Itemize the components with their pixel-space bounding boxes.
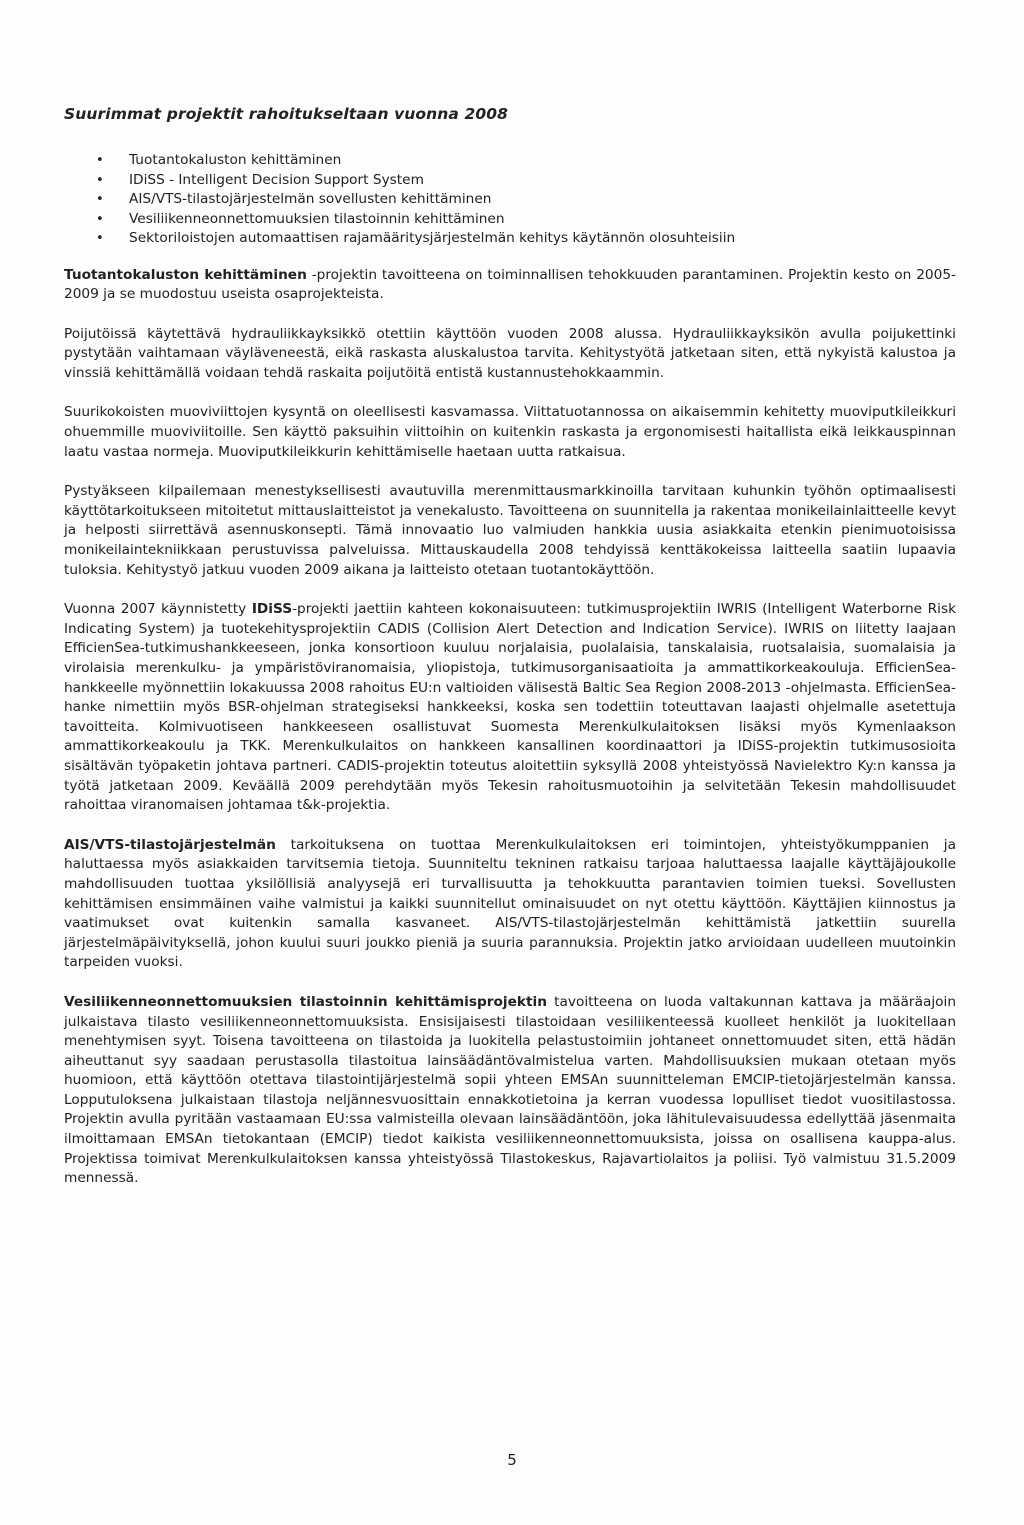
paragraph-tuotantokalusto: [64, 266, 956, 305]
paragraph-bold-lead: Tuotantokaluston kehittäminen: [64, 266, 307, 283]
paragraph-text: -projektin tavoitteena on toiminnallisen tehokkuuden parantaminen. Projektin kesto on 2005-2009 ja se muodostuu useista osaprojekteista.: [64, 266, 956, 303]
page-number: 5: [507, 1451, 517, 1469]
list-item: • Tuotantokaluston kehittäminen: [64, 151, 956, 171]
paragraph-text: Vuonna 2007 käynnistetty: [64, 601, 252, 618]
paragraph-bold-lead: Vesiliikenneonnettomuuksien tilastoinnin kehittämisprojektin: [64, 993, 547, 1010]
page-content: [64, 104, 956, 1189]
paragraph-muoviviitat: Suurikokoisten muoviviittojen kysyntä on oleellisesti kasvamassa. Viittatuotannossa on aikaisemmin kehitetty muoviputkileikkuri ohuemmille muoviviitoille. Sen käyttö paksuihin viittoihin on kuitenkin raskasta ja ergonomisesti haitallista eikä leikkauspinnan laatu vastaa normeja. Muoviputkileikkurin kehittämiselle haetaan uutta ratkaisua.: [64, 404, 956, 460]
paragraph-text: tavoitteena on luoda valtakunnan kattava ja määräajoin julkaistava tilasto vesiliikenneonnettomuuksista. Ensisijaisesti tilastoidaan vesiliikenteessä kuolleet henkilöt ja luokitellaan menehtymisen syyt. Toisena tavoitteena on tilastoida ja luokitella pelastustoimiin johtaneet onnettomuudet siten, että hädän aiheuttanut syy saadaan perustasolla tilastoitua lainsäädäntövalmistelua varten. Mahdollisuuksien mukaan otetaan myös huomioon, että käyttöön otettava tilastointijärjestelmä sopii yhteen EMSAn suunnitteleman EMCIP-tietojärjestelmän kanssa. Lopputuloksena julkaistaan tilastoja neljännesvuosittain ennakkotietoina ja kerran vuodessa lopulliset tiedot vuositilastossa. Projektin avulla pyritään vastaamaan EU:ssa valmisteilla olevaan lainsäädäntöön, joka lähitulevaisuudessa edellyttää jäsenmaita ilmoittamaan EMSAn tietokantaan (EMCIP) tiedot kaikista vesiliikenneonnettomuuksista, joissa on osallisena kauppa-alus. Projektissa toimivat Merenkulkulaitoksen kanssa yhteistyössä Tilastokeskus, Rajavartiolaitos ja poliisi. Työ valmistuu 31.5.2009 mennessä.: [64, 993, 956, 1187]
paragraph-text: -projekti jaettiin kahteen kokonaisuuteen: tutkimusprojektiin IWRIS (Intelligent Waterborne Risk Indicating System) ja tuotekehitysprojektiin CADIS (Collision Alert Detection and Indication Service). IWRIS on liitetty laajaan EfficienSea-tutkimushankkeeseen, jonka konsortioon kuuluu norjalaisia, puolalaisia, tanskalaisia, ruotsalaisia, suomalaisia ja virolaisia merenkulku- ja ympäristöviranomaisia, yliopistoja, tutkimusorganisaatioita ja ammattikorkeakouluja. EfficienSea-hankkeelle myönnettiin lokakuussa 2008 rahoitus EU:n valtioiden välisestä Baltic Sea Region 2008-2013 -ohjelmasta. EfficienSea-hanke nimettiin myös BSR-ohjelman strategiseksi hankkeeksi, koska sen todettiin toteuttavan laajasti ohjelmalle asetettuja tavoitteita. Kolmivuotiseen hankkeeseen osallistuvat Suomesta Merenkulkulaitoksen lisäksi myös Kymenlaakson ammattikorkeakoulu ja TKK. Merenkulkulaitos on hankkeen kansallinen koordinaattori ja IDiSS-projektin tutkimusosioita sisältävän työpaketin johtava partneri. CADIS-projektin toteutus aloitettiin syksyllä 2008 yhteistyössä Navielektro Ky:n kanssa ja työtä jatketaan 2009. Keväällä 2009 perehdytään myös Tekesin rahoitusmuotoihin ja selvitetään Tekesin mahdollisuudet rahoittaa viranomaisen johtamaa t&k-projektia.: [64, 601, 956, 814]
paragraph-idiss: [64, 600, 956, 816]
paragraph-ais-vts: [64, 836, 956, 973]
section-heading: Suurimmat projektit rahoitukseltaan vuonna 2008: [64, 105, 509, 123]
project-list: [64, 151, 956, 249]
list-item: • Vesiliikenneonnettomuuksien tilastoinnin kehittäminen: [64, 210, 956, 230]
paragraph-bold-term: IDiSS: [251, 601, 293, 618]
paragraph-vesiliikenne: [64, 993, 956, 1189]
list-item: • AIS/VTS-tilastojärjestelmän sovellusten kehittäminen: [64, 190, 956, 210]
paragraph-hydrauliikka: Poijutöissä käytettävä hydrauliikkayksikkö otettiin käyttöön vuoden 2008 alussa. Hydrauliikkayksikön avulla poijukettinki pystytään vaihtamaan väyläveneestä, eikä raskasta aluskalustoa tarvita. Kehitystyötä jatketaan siten, että nykyistä kalustoa ja vinssiä kehittämällä voidaan tehdä raskaita poijutöitä entistä kustannustehokkaammin.: [64, 325, 956, 381]
paragraph-bold-lead: AIS/VTS-tilastojärjestelmän: [64, 836, 276, 853]
list-item: • IDiSS - Intelligent Decision Support System: [64, 171, 956, 191]
paragraph-merenmittaus: Pystyäkseen kilpailemaan menestyksellisesti avautuvilla merenmittausmarkkinoilla tarvitaan kuhunkin työhön optimaalisesti käyttötarkoitukseen mitoitetut mittauslaitteistot ja venekalusto. Tavoitteena on suunnitella ja rakentaa monikeilainlaitteelle kevyt ja helposti siirrettävä asennuskonsepti. Tämä innovaatio luo valmiuden hankkia uusia asiakkaita etenkin pienimuotoisissa monikeilaintekniikkaan perustuvissa palveluissa. Mittauskaudella 2008 tehdyissä kenttäkokeissa laitteella saatiin lupaavia tuloksia. Kehitystyö jatkuu vuoden 2009 aikana ja laitteisto otetaan tuotantokäyttöön.: [64, 483, 956, 578]
list-item: • Sektoriloistojen automaattisen rajamääritysjärjestelmän kehitys käytännön olosuhteisiin: [64, 229, 956, 249]
paragraph-text: tarkoituksena on tuottaa Merenkulkulaitoksen eri toimintojen, yhteistyökumppanien ja haluttaessa myös asiakkaiden tarvitsemia tietoja. Suunniteltu tekninen ratkaisu tarjoaa haluttaessa laajalle käyttäjäjoukolle mahdollisuuden tuottaa yksilöllisiä analyysejä eri turvallisuutta ja tehokkuutta parantavien toimien tueksi. Sovellusten kehittämisen ensimmäinen vaihe valmistui ja kaikki suunnitellut ominaisuudet on nyt otettu käyttöön. Käyttäjien kiinnostus ja vaatimukset ovat kuitenkin samalla kasvaneet. AIS/VTS-tilastojärjestelmän kehittämistä jatkettiin suurella järjestelmäpäivityksellä, johon kuului suuri joukko pieniä ja suuria parannuksia. Projektin jatko arvioidaan uudelleen muutoinkin tarpeiden vuoksi.: [64, 836, 956, 971]
